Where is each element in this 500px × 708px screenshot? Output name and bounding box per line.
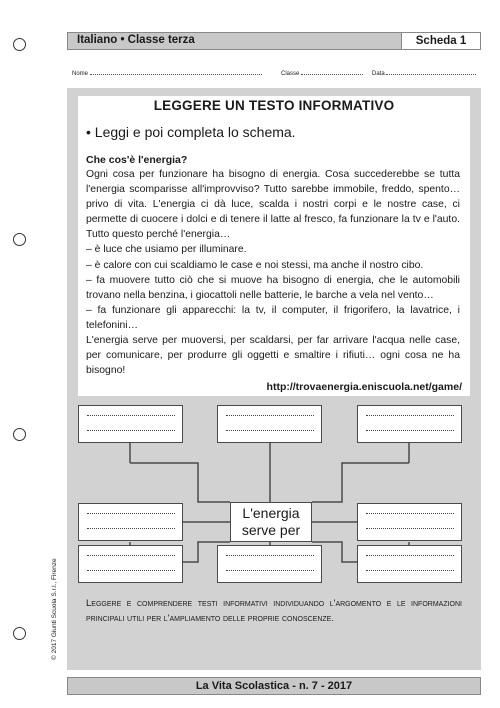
binder-hole-4 <box>13 627 26 640</box>
classe-field[interactable] <box>281 68 363 77</box>
answer-box[interactable] <box>217 405 322 443</box>
header-bar <box>67 32 481 50</box>
subheading: Che cos'è l'energia? <box>86 154 188 166</box>
answer-box[interactable] <box>217 545 322 583</box>
page-title: LEGGERE UN TESTO INFORMATIVO <box>153 98 395 113</box>
nome-label: Nome <box>72 71 89 77</box>
scheda-label: Scheda 1 <box>401 32 481 50</box>
center-concept: L'energia serve per <box>230 502 312 542</box>
classe-label: Classe <box>281 71 300 77</box>
data-label: Data <box>372 71 385 77</box>
reading-text <box>86 167 460 378</box>
paragraph: – è calore con cui scaldiamo le case e noi stessi, ma anche il nostro cibo. <box>86 259 424 271</box>
answer-box[interactable] <box>78 405 183 443</box>
answer-box[interactable] <box>357 545 462 583</box>
answer-box[interactable] <box>357 503 462 541</box>
instruction: • Leggi e poi completa lo schema. <box>86 124 296 140</box>
nome-field[interactable] <box>72 68 262 77</box>
paragraph: – fa muovere tutto ciò che si muove ha bisogno di energia, che le automobili trovano nella benzina, i giocattoli nelle batterie, le barche a vela nel vento… <box>86 274 460 301</box>
binder-hole-2 <box>13 233 26 246</box>
data-field[interactable] <box>372 68 476 77</box>
paragraph: – è luce che usiamo per illuminare. <box>86 244 247 256</box>
paragraph: Ogni cosa per funzionare ha bisogno di energia. Cosa succederebbe se tutta l'energia scomparisse all'improvviso? Tutto sarebbe immobile, freddo, spento… privo di vita. L'energia ci dà luce, scalda i nostri corpi e le nostre case, ci permette di cuocere i dolci e di tenere il latte al fresco, fa funzionare la tv e l'auto. Tutto questo perché l'energia… <box>86 169 460 241</box>
binder-hole-1 <box>13 38 26 51</box>
concept-map <box>78 405 470 583</box>
header-title: Italiano • Classe terza <box>77 34 195 46</box>
copyright-notice: © 2017 Giunti Scuola S.r.l., Firenze <box>51 558 58 660</box>
paragraph: – fa funzionare gli apparecchi: la tv, il computer, il frigorifero, la lavatrice, i telefonini… <box>86 304 460 331</box>
source-link[interactable]: http://trovaenergia.eniscuola.net/game/ <box>266 381 462 393</box>
answer-box[interactable] <box>357 405 462 443</box>
reading-area <box>78 96 470 396</box>
answer-box[interactable] <box>78 545 183 583</box>
paragraph: L'energia serve per muoversi, per scaldarsi, per far arrivare l'acqua nelle case, per comunicare, per produrre gli oggetti e smaltire i rifiuti… ogni cosa ne ha bisogno! <box>86 335 460 377</box>
footer-bar: La Vita Scolastica - n. 7 - 2017 <box>67 677 481 695</box>
learning-objective: Leggere e comprendere testi informativi individuando l'argomento e le informazioni principali utili per l'ampliamento delle proprie conoscenze. <box>86 598 462 624</box>
answer-box[interactable] <box>78 503 183 541</box>
binder-hole-3 <box>13 428 26 441</box>
